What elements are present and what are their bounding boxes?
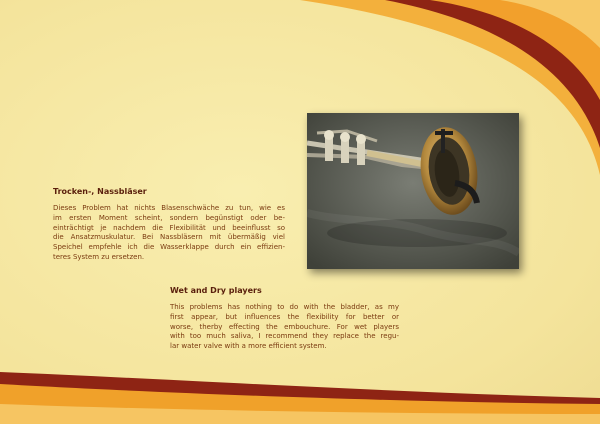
english-paragraph [170, 303, 399, 352]
german-heading: Trocken-, Nassbläser [53, 187, 147, 196]
english-line: first appear, but influences the flexibility for better or [170, 312, 399, 321]
english-line: lar water valve with a more efficient system. [170, 342, 327, 351]
trumpet-illustration [307, 113, 519, 269]
german-line: im ersten Moment scheint, sondern begünstigt oder be- [53, 213, 285, 222]
english-line: worse, therby effecting the embouchure. For wet players [170, 322, 399, 331]
german-line: die Ansatzmuskulatur. Bei Nassbläsern mit übermäßig viel [53, 233, 285, 242]
english-heading: Wet and Dry players [170, 286, 262, 295]
english-line: This problems has nothing to do with the bladder, as my [170, 303, 399, 311]
german-line: einträchtigt je nachdem die Flexibilität und beeinflusst so [53, 223, 285, 232]
german-paragraph [53, 204, 285, 263]
english-line: with too much saliva, I recommend they replace the regu- [170, 332, 399, 341]
trumpet-photo [307, 113, 519, 269]
german-line: teres System zu ersetzen. [53, 252, 145, 261]
german-line: Dieses Problem hat nichts Blasenschwäche zu tun, wie es [53, 204, 285, 212]
german-line: Speichel empfehle ich die Wasserklappe durch ein effizien- [53, 243, 285, 252]
